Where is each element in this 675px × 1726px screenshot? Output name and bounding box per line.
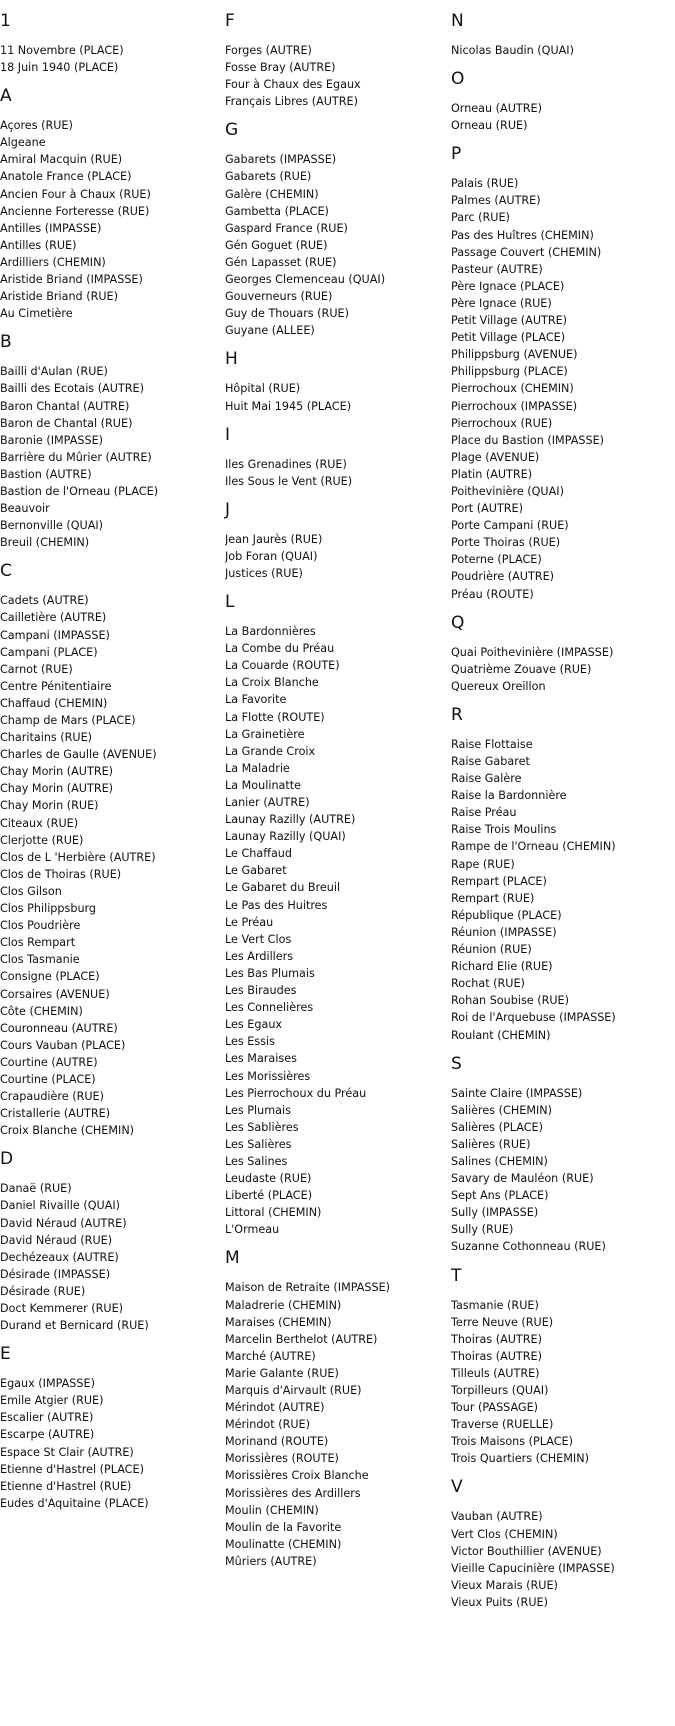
letter-section bbox=[451, 705, 675, 1044]
street-name: Gambetta (PLACE) bbox=[225, 204, 329, 218]
street-name: Gabarets (IMPASSE) bbox=[225, 153, 337, 167]
street-name: Salines (CHEMIN) bbox=[451, 1154, 548, 1168]
street-name: Rochat (RUE) bbox=[451, 977, 525, 991]
street-name: Vert Clos (CHEMIN) bbox=[451, 1527, 558, 1541]
street-name: Traverse (RUELLE) bbox=[451, 1418, 554, 1432]
street-name: Vauban (AUTRE) bbox=[451, 1510, 543, 1524]
column-2 bbox=[225, 0, 450, 1570]
street-name: Le Préau bbox=[225, 915, 274, 929]
street-name: Lanier (AUTRE) bbox=[225, 796, 310, 809]
street-name: Raise Flottaise bbox=[451, 737, 533, 751]
street-name: Bailli des Ecotais (AUTRE) bbox=[0, 382, 144, 396]
street-name: Petit Village (PLACE) bbox=[451, 331, 566, 345]
street-name: Clerjotte (RUE) bbox=[0, 833, 84, 847]
street-name: Marquis d'Airvault (RUE) bbox=[225, 1384, 362, 1397]
street-name: Chay Morin (AUTRE) bbox=[0, 782, 114, 796]
street-name: Liberté (PLACE) bbox=[225, 1189, 313, 1203]
street-name: Platin (AUTRE) bbox=[451, 467, 533, 481]
letter-section bbox=[451, 1054, 675, 1256]
street-name: Morissières des Ardillers bbox=[225, 1486, 361, 1500]
street-name: Clos Poudrière bbox=[0, 919, 81, 933]
street-name: Philippsburg (AVENUE) bbox=[451, 348, 578, 362]
street-name: Maraises (CHEMIN) bbox=[225, 1315, 332, 1329]
street-name: 18 Juin 1940 (PLACE) bbox=[0, 61, 119, 75]
section-letter-heading: E bbox=[0, 1344, 11, 1365]
letter-section bbox=[0, 332, 225, 551]
street-name: Les Plumais bbox=[225, 1103, 291, 1117]
street-name: Raise Trois Moulins bbox=[451, 823, 557, 837]
street-name: Suzanne Cothonneau (RUE) bbox=[451, 1240, 606, 1254]
street-name: Roulant (CHEMIN) bbox=[451, 1028, 551, 1042]
street-name: Escalier (AUTRE) bbox=[0, 1411, 94, 1425]
street-name: Tilleuls (AUTRE) bbox=[451, 1366, 540, 1380]
street-name: Terre Neuve (RUE) bbox=[451, 1315, 554, 1329]
street-name: Le Pas des Huitres bbox=[225, 898, 328, 912]
section-letter-heading: B bbox=[0, 332, 12, 353]
street-name: Baronie (IMPASSE) bbox=[0, 433, 104, 447]
street-name: Raise Galère bbox=[451, 772, 522, 786]
street-name: Eudes d'Aquitaine (PLACE) bbox=[0, 1496, 149, 1510]
street-name: Marie Galante (RUE) bbox=[225, 1366, 339, 1380]
section-letter-heading: A bbox=[0, 86, 12, 107]
street-name: La Couarde (ROUTE) bbox=[225, 659, 340, 673]
street-name: Citeaux (RUE) bbox=[0, 816, 79, 830]
street-name: Désirade (IMPASSE) bbox=[0, 1267, 111, 1281]
street-name: Les Connelières bbox=[225, 1001, 314, 1015]
section-letter-heading: I bbox=[225, 424, 231, 445]
letter-section bbox=[0, 11, 225, 76]
street-name: Etienne d'Hastrel (PLACE) bbox=[0, 1462, 144, 1476]
street-name: Consigne (PLACE) bbox=[0, 970, 100, 984]
street-name: Gaspard France (RUE) bbox=[225, 221, 348, 235]
street-name: Moulinatte (CHEMIN) bbox=[225, 1537, 342, 1551]
street-name: Mérindot (RUE) bbox=[225, 1418, 310, 1432]
street-name: Père Ignace (PLACE) bbox=[451, 279, 565, 293]
street-name: Marcelin Berthelot (AUTRE) bbox=[225, 1332, 378, 1346]
street-name: Ancienne Forteresse (RUE) bbox=[0, 204, 150, 218]
street-name: Porte Thoiras (RUE) bbox=[451, 536, 561, 550]
section-letter-heading: C bbox=[0, 561, 12, 582]
street-name: Côte (CHEMIN) bbox=[0, 1004, 83, 1018]
street-name: Raise la Bardonnière bbox=[451, 789, 567, 803]
street-name: Les Biraudes bbox=[225, 984, 297, 998]
street-name: Leudaste (RUE) bbox=[225, 1172, 312, 1186]
street-name: Palmes (AUTRE) bbox=[451, 194, 541, 208]
street-name: Centre Pénitentiaire bbox=[0, 679, 112, 693]
street-name: Place du Bastion (IMPASSE) bbox=[451, 433, 605, 447]
section-letter-heading: N bbox=[451, 11, 464, 31]
letter-section bbox=[451, 1477, 675, 1611]
section-letter-heading: O bbox=[451, 69, 465, 90]
street-name: Escarpe (AUTRE) bbox=[0, 1428, 95, 1442]
street-name: Açores (RUE) bbox=[0, 119, 73, 133]
street-name: La Favorite bbox=[225, 693, 287, 707]
street-name: Roi de l'Arquebuse (IMPASSE) bbox=[451, 1011, 616, 1025]
street-name: Croix Blanche (CHEMIN) bbox=[0, 1124, 135, 1138]
street-name: Salières (PLACE) bbox=[451, 1120, 543, 1134]
street-name: Forges (AUTRE) bbox=[225, 44, 312, 57]
letter-section bbox=[225, 349, 450, 414]
street-name: Guyane (ALLEE) bbox=[225, 324, 315, 338]
street-name: Pierrochoux (IMPASSE) bbox=[451, 399, 578, 413]
street-name: Cailletière (AUTRE) bbox=[0, 611, 107, 625]
letter-section bbox=[225, 425, 450, 490]
street-name: La Bardonnières bbox=[225, 625, 316, 639]
section-letter-heading: Q bbox=[451, 612, 465, 633]
street-name: Thoiras (AUTRE) bbox=[451, 1349, 542, 1363]
street-name: Four à Chaux des Egaux bbox=[225, 78, 361, 92]
street-name: Les Essis bbox=[225, 1035, 275, 1049]
street-name: Campani (PLACE) bbox=[0, 645, 98, 659]
street-name: Gabarets (RUE) bbox=[225, 170, 312, 184]
street-name: Guy de Thouars (RUE) bbox=[225, 307, 349, 321]
street-name: République (PLACE) bbox=[451, 908, 562, 922]
street-name: Doct Kemmerer (RUE) bbox=[0, 1302, 124, 1315]
section-letter-heading: V bbox=[451, 1477, 463, 1498]
street-name: Les Bas Plumais bbox=[225, 966, 315, 980]
street-name: Daniel Rivaille (QUAI) bbox=[0, 1199, 121, 1213]
street-name: Trois Quartiers (CHEMIN) bbox=[451, 1452, 589, 1466]
street-name: Morissières Croix Blanche bbox=[225, 1469, 369, 1483]
street-name: Moulin (CHEMIN) bbox=[225, 1503, 319, 1517]
street-name: Les Maraises bbox=[225, 1052, 297, 1066]
letter-section bbox=[0, 86, 225, 322]
street-name: Le Vert Clos bbox=[225, 932, 292, 946]
street-name: Hôpital (RUE) bbox=[225, 382, 301, 396]
street-name: La Grainetière bbox=[225, 727, 305, 741]
street-name: Raise Gabaret bbox=[451, 755, 530, 768]
section-letter-heading: 1 bbox=[0, 11, 11, 31]
street-name: Launay Razilly (QUAI) bbox=[225, 830, 346, 844]
section-letter-heading: S bbox=[451, 1053, 462, 1074]
street-name: Salières (RUE) bbox=[451, 1137, 531, 1151]
street-name: Bastion de l'Orneau (PLACE) bbox=[0, 484, 159, 498]
street-name: Mûriers (AUTRE) bbox=[225, 1554, 317, 1568]
street-name: Plage (AVENUE) bbox=[451, 450, 540, 464]
street-name: David Néraud (AUTRE) bbox=[0, 1216, 127, 1230]
street-name: Rempart (RUE) bbox=[451, 891, 535, 905]
section-letter-heading: T bbox=[451, 1265, 462, 1286]
street-name: Morinand (ROUTE) bbox=[225, 1435, 329, 1449]
street-name: Barrière du Mûrier (AUTRE) bbox=[0, 450, 152, 464]
street-name: Préau (ROUTE) bbox=[451, 587, 534, 601]
street-name: La Combe du Préau bbox=[225, 642, 335, 656]
street-name: Fosse Bray (AUTRE) bbox=[225, 61, 336, 75]
street-name: Amiral Macquin (RUE) bbox=[0, 153, 123, 167]
section-letter-heading: P bbox=[451, 144, 462, 165]
street-name: Victor Bouthillier (AVENUE) bbox=[451, 1544, 602, 1558]
letter-section bbox=[0, 1149, 225, 1334]
letter-section bbox=[225, 1248, 450, 1570]
street-name: Huit Mai 1945 (PLACE) bbox=[225, 399, 352, 413]
street-name: Iles Grenadines (RUE) bbox=[225, 457, 347, 471]
street-name: Rape (RUE) bbox=[451, 857, 515, 871]
street-name: Courtine (PLACE) bbox=[0, 1072, 96, 1086]
street-name: Corsaires (AVENUE) bbox=[0, 987, 110, 1001]
street-name: Poudrière (AUTRE) bbox=[451, 570, 555, 584]
street-name: Clos Gilson bbox=[0, 884, 62, 898]
street-name: Poithevinière (QUAI) bbox=[451, 484, 564, 498]
street-name: La Grande Croix bbox=[225, 744, 316, 758]
street-name: Quai Poithevinière (IMPASSE) bbox=[451, 645, 614, 659]
letter-section bbox=[451, 69, 675, 134]
street-name: Bailli d'Aulan (RUE) bbox=[0, 365, 108, 379]
street-name: Torpilleurs (QUAI) bbox=[451, 1384, 549, 1397]
street-name: Aristide Briand (RUE) bbox=[0, 290, 118, 304]
street-name: Aristide Briand (IMPASSE) bbox=[0, 273, 143, 287]
street-name: Quatrième Zouave (RUE) bbox=[451, 662, 592, 676]
letter-section bbox=[0, 561, 225, 1139]
street-name: Antilles (RUE) bbox=[0, 238, 77, 252]
column-3 bbox=[451, 0, 675, 1611]
street-name: La Moulinatte bbox=[225, 778, 302, 792]
street-name: Job Foran (QUAI) bbox=[225, 549, 318, 563]
street-name: Champ de Mars (PLACE) bbox=[0, 714, 136, 727]
section-letter-heading: M bbox=[225, 1248, 240, 1269]
street-name: Thoiras (AUTRE) bbox=[451, 1332, 542, 1346]
street-name: Raise Préau bbox=[451, 806, 517, 820]
street-name: La Flotte (ROUTE) bbox=[225, 710, 325, 724]
street-name: Baron Chantal (AUTRE) bbox=[0, 399, 130, 413]
letter-section bbox=[225, 500, 450, 582]
street-name: La Maladrie bbox=[225, 761, 290, 775]
street-name: Palais (RUE) bbox=[451, 177, 519, 191]
street-name: Marché (AUTRE) bbox=[225, 1349, 316, 1363]
section-letter-heading: H bbox=[225, 349, 238, 370]
column-1 bbox=[0, 0, 225, 1512]
street-name: Algeane bbox=[0, 136, 46, 150]
street-name: Baron de Chantal (RUE) bbox=[0, 416, 133, 430]
street-name: Rempart (PLACE) bbox=[451, 874, 547, 888]
street-name: Dechézeaux (AUTRE) bbox=[0, 1250, 119, 1264]
street-name: Campani (IMPASSE) bbox=[0, 628, 110, 642]
street-name: Salières (CHEMIN) bbox=[451, 1103, 553, 1117]
street-name: Clos Philippsburg bbox=[0, 902, 97, 916]
street-name: Vieux Marais (RUE) bbox=[451, 1578, 558, 1592]
street-name: Georges Clemenceau (QUAI) bbox=[225, 273, 386, 287]
street-name: Launay Razilly (AUTRE) bbox=[225, 813, 356, 827]
street-name: Emile Atgier (RUE) bbox=[0, 1394, 104, 1408]
street-name: Orneau (RUE) bbox=[451, 119, 528, 133]
street-name: Réunion (IMPASSE) bbox=[451, 925, 557, 939]
street-name: Les Ardillers bbox=[225, 949, 294, 963]
street-name: Ancien Four à Chaux (RUE) bbox=[0, 187, 151, 201]
street-name: Gouverneurs (RUE) bbox=[225, 290, 333, 304]
street-name: Espace St Clair (AUTRE) bbox=[0, 1445, 134, 1459]
street-name: Antilles (IMPASSE) bbox=[0, 221, 102, 235]
street-name: Chay Morin (AUTRE) bbox=[0, 765, 114, 779]
section-letter-heading: J bbox=[225, 499, 231, 520]
street-name: Maison de Retraite (IMPASSE) bbox=[225, 1281, 391, 1295]
street-name: Cours Vauban (PLACE) bbox=[0, 1038, 126, 1052]
street-name: Les Morissières bbox=[225, 1069, 311, 1083]
street-name: Chay Morin (RUE) bbox=[0, 799, 99, 813]
street-name: 11 Novembre (PLACE) bbox=[0, 44, 124, 57]
street-name: Vieille Capucinière (IMPASSE) bbox=[451, 1561, 615, 1575]
street-name: Clos de L 'Herbière (AUTRE) bbox=[0, 850, 156, 864]
street-name: Tour (PASSAGE) bbox=[451, 1401, 539, 1415]
street-name: Le Chaffaud bbox=[225, 847, 292, 861]
street-name: Pasteur (AUTRE) bbox=[451, 262, 543, 276]
street-name: Poterne (PLACE) bbox=[451, 553, 542, 567]
street-name: Clos Rempart bbox=[0, 936, 76, 950]
street-name: Au Cimetière bbox=[0, 307, 73, 321]
street-name: Ardilliers (CHEMIN) bbox=[0, 255, 106, 269]
letter-section bbox=[451, 11, 675, 59]
letter-section bbox=[225, 120, 450, 339]
street-name: Quereux Oreillon bbox=[451, 679, 546, 693]
street-name: Savary de Mauléon (RUE) bbox=[451, 1172, 594, 1186]
street-name: Passage Couvert (CHEMIN) bbox=[451, 245, 602, 259]
street-name: Maladrerie (CHEMIN) bbox=[225, 1298, 342, 1312]
street-name: Nicolas Baudin (QUAI) bbox=[451, 44, 574, 57]
street-name: Chaffaud (CHEMIN) bbox=[0, 696, 108, 710]
street-name: Père Ignace (RUE) bbox=[451, 296, 552, 310]
street-name: Trois Maisons (PLACE) bbox=[451, 1435, 573, 1449]
street-name: Sully (RUE) bbox=[451, 1223, 514, 1237]
street-name: Danaë (RUE) bbox=[0, 1182, 72, 1196]
street-name: Les Pierrochoux du Préau bbox=[225, 1086, 367, 1100]
street-name: Les Egaux bbox=[225, 1018, 283, 1032]
street-name: Littoral (CHEMIN) bbox=[225, 1206, 322, 1220]
street-name: Les Salières bbox=[225, 1137, 292, 1151]
letter-section bbox=[451, 144, 675, 602]
street-name: Carnot (RUE) bbox=[0, 662, 73, 676]
street-name: Galère (CHEMIN) bbox=[225, 187, 319, 201]
street-name: Bernonville (QUAI) bbox=[0, 519, 104, 533]
street-name: Philippsburg (PLACE) bbox=[451, 365, 568, 379]
street-name: Charitains (RUE) bbox=[0, 731, 93, 745]
street-name: Pierrochoux (CHEMIN) bbox=[451, 382, 574, 396]
street-name: Réunion (RUE) bbox=[451, 943, 532, 957]
street-name: Egaux (IMPASSE) bbox=[0, 1377, 95, 1391]
street-name: Clos Tasmanie bbox=[0, 953, 80, 967]
street-name: La Croix Blanche bbox=[225, 676, 319, 690]
street-name: Crapaudière (RUE) bbox=[0, 1090, 104, 1104]
section-letter-heading: R bbox=[451, 704, 463, 725]
street-name: Français Libres (AUTRE) bbox=[225, 95, 358, 109]
street-name: Porte Campani (RUE) bbox=[451, 519, 569, 533]
street-name: Pierrochoux (RUE) bbox=[451, 416, 553, 430]
letter-section bbox=[0, 1344, 225, 1512]
street-name: Anatole France (PLACE) bbox=[0, 170, 132, 184]
section-letter-heading: L bbox=[225, 592, 235, 613]
street-name: Moulin de la Favorite bbox=[225, 1520, 342, 1534]
street-name: Petit Village (AUTRE) bbox=[451, 314, 568, 328]
street-name: Iles Sous le Vent (RUE) bbox=[225, 474, 353, 488]
street-name: Sully (IMPASSE) bbox=[451, 1206, 539, 1220]
letter-section bbox=[451, 613, 675, 695]
street-name: Les Salines bbox=[225, 1154, 288, 1168]
letter-section bbox=[451, 1266, 675, 1468]
street-name: Charles de Gaulle (AVENUE) bbox=[0, 748, 157, 762]
street-name: Rohan Soubise (RUE) bbox=[451, 994, 569, 1008]
street-name: Morissières (ROUTE) bbox=[225, 1452, 339, 1466]
street-name: Richard Elie (RUE) bbox=[451, 960, 553, 974]
section-letter-heading: F bbox=[225, 11, 235, 31]
street-name: Etienne d'Hastrel (RUE) bbox=[0, 1479, 132, 1493]
street-name: Clos de Thoiras (RUE) bbox=[0, 867, 122, 881]
street-name: Désirade (RUE) bbox=[0, 1284, 86, 1298]
section-letter-heading: G bbox=[225, 120, 239, 141]
street-name: Les Sablières bbox=[225, 1120, 299, 1134]
street-name: Courtine (AUTRE) bbox=[0, 1055, 98, 1069]
street-name: Sainte Claire (IMPASSE) bbox=[451, 1086, 583, 1100]
street-name: Beauvoir bbox=[0, 502, 50, 516]
street-name: Tasmanie (RUE) bbox=[451, 1298, 539, 1312]
street-name: Couronneau (AUTRE) bbox=[0, 1021, 118, 1035]
street-name: Mérindot (AUTRE) bbox=[225, 1401, 325, 1415]
street-name: Cristallerie (AUTRE) bbox=[0, 1107, 111, 1121]
street-name: Port (AUTRE) bbox=[451, 502, 523, 516]
street-name: Justices (RUE) bbox=[225, 566, 303, 580]
street-name: Rampe de l'Orneau (CHEMIN) bbox=[451, 840, 616, 854]
street-name: David Néraud (RUE) bbox=[0, 1233, 113, 1247]
street-name: Breuil (CHEMIN) bbox=[0, 536, 90, 550]
street-name: Le Gabaret du Breuil bbox=[225, 881, 341, 895]
street-name: Orneau (AUTRE) bbox=[451, 102, 542, 116]
letter-section bbox=[225, 592, 450, 1238]
street-name: Bastion (AUTRE) bbox=[0, 467, 92, 481]
street-name: Vieux Puits (RUE) bbox=[451, 1595, 548, 1609]
section-letter-heading: D bbox=[0, 1149, 14, 1170]
letter-section bbox=[225, 11, 450, 110]
street-name: Gén Lapasset (RUE) bbox=[225, 255, 337, 269]
street-name: Sept Ans (PLACE) bbox=[451, 1189, 549, 1203]
street-name: Cadets (AUTRE) bbox=[0, 594, 89, 608]
street-name: L'Ormeau bbox=[225, 1223, 280, 1237]
street-name: Pas des Huîtres (CHEMIN) bbox=[451, 228, 594, 242]
street-name: Gén Goguet (RUE) bbox=[225, 238, 328, 252]
street-name: Le Gabaret bbox=[225, 864, 287, 878]
street-name: Durand et Bernicard (RUE) bbox=[0, 1319, 149, 1333]
street-name: Parc (RUE) bbox=[451, 211, 510, 225]
street-name: Jean Jaurès (RUE) bbox=[225, 532, 323, 546]
